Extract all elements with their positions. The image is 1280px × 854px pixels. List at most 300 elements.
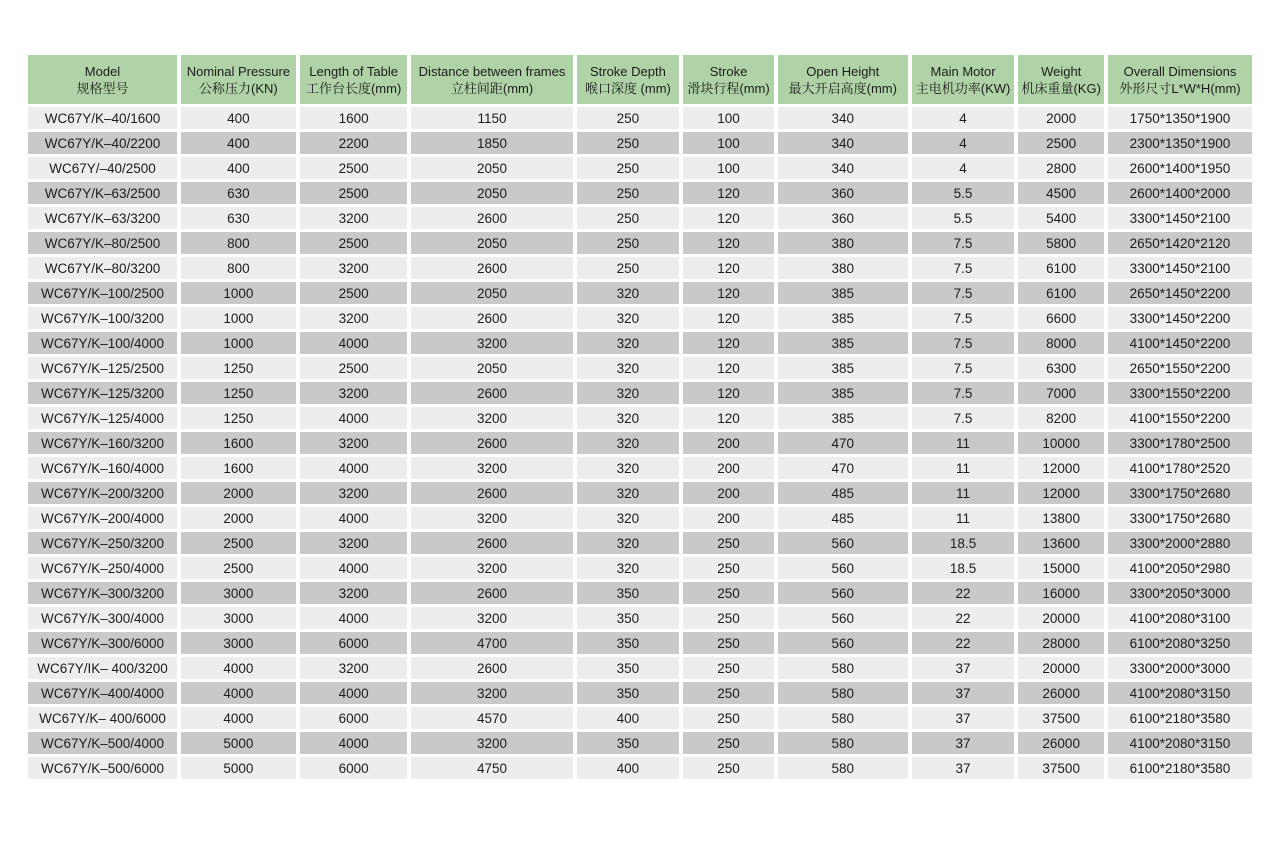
value-cell: 4 <box>912 107 1015 129</box>
value-cell: 1600 <box>300 107 408 129</box>
value-cell: 800 <box>181 257 296 279</box>
value-cell: 400 <box>577 707 680 729</box>
model-cell: WC67Y/K–40/1600 <box>28 107 177 129</box>
table-row <box>28 282 1252 304</box>
table-row <box>28 457 1252 479</box>
table-row <box>28 132 1252 154</box>
value-cell: 120 <box>683 332 774 354</box>
value-cell: 320 <box>577 482 680 504</box>
value-cell: 4000 <box>300 607 408 629</box>
value-cell: 250 <box>683 582 774 604</box>
value-cell: 2050 <box>411 357 572 379</box>
value-cell: 580 <box>778 707 908 729</box>
value-cell: 3200 <box>411 607 572 629</box>
value-cell: 120 <box>683 282 774 304</box>
value-cell: 250 <box>683 532 774 554</box>
model-cell: WC67Y/K–400/4000 <box>28 682 177 704</box>
value-cell: 385 <box>778 382 908 404</box>
value-cell: 400 <box>181 157 296 179</box>
value-cell: 11 <box>912 432 1015 454</box>
value-cell: 400 <box>181 132 296 154</box>
value-cell: 250 <box>683 757 774 779</box>
value-cell: 250 <box>577 232 680 254</box>
table-row <box>28 557 1252 579</box>
column-header-zh: 机床重量(KG) <box>1021 80 1101 96</box>
value-cell: 2600 <box>411 532 572 554</box>
value-cell: 2600 <box>411 382 572 404</box>
value-cell: 1000 <box>181 282 296 304</box>
value-cell: 10000 <box>1018 432 1104 454</box>
model-cell: WC67Y/K–125/2500 <box>28 357 177 379</box>
value-cell: 3200 <box>411 332 572 354</box>
value-cell: 7.5 <box>912 282 1015 304</box>
value-cell: 200 <box>683 482 774 504</box>
value-cell: 250 <box>577 207 680 229</box>
model-cell: WC67Y/IK– 400/3200 <box>28 657 177 679</box>
value-cell: 320 <box>577 557 680 579</box>
value-cell: 250 <box>683 732 774 754</box>
value-cell: 350 <box>577 657 680 679</box>
column-header-zh: 工作台长度(mm) <box>305 80 402 96</box>
value-cell: 470 <box>778 432 908 454</box>
value-cell: 6100*2080*3250 <box>1108 632 1252 654</box>
value-cell: 1600 <box>181 457 296 479</box>
value-cell: 3200 <box>300 482 408 504</box>
value-cell: 4000 <box>300 557 408 579</box>
value-cell: 3300*1450*2100 <box>1108 257 1252 279</box>
table-row <box>28 757 1252 779</box>
value-cell: 400 <box>577 757 680 779</box>
value-cell: 6000 <box>300 757 408 779</box>
column-header-1 <box>181 55 296 104</box>
value-cell: 2500 <box>181 532 296 554</box>
value-cell: 250 <box>683 632 774 654</box>
value-cell: 250 <box>577 107 680 129</box>
value-cell: 3200 <box>300 582 408 604</box>
value-cell: 1250 <box>181 382 296 404</box>
table-row <box>28 407 1252 429</box>
value-cell: 2600 <box>411 257 572 279</box>
column-header-zh: 规格型号 <box>76 80 129 96</box>
value-cell: 3200 <box>300 657 408 679</box>
column-header-en: Overall Dimensions <box>1123 63 1237 79</box>
value-cell: 100 <box>683 107 774 129</box>
value-cell: 3300*2050*3000 <box>1108 582 1252 604</box>
table-row <box>28 582 1252 604</box>
table-row <box>28 207 1252 229</box>
value-cell: 250 <box>577 257 680 279</box>
column-header-2 <box>300 55 408 104</box>
value-cell: 22 <box>912 607 1015 629</box>
column-header-en: Open Height <box>806 63 880 79</box>
value-cell: 1850 <box>411 132 572 154</box>
table-row <box>28 332 1252 354</box>
value-cell: 350 <box>577 732 680 754</box>
value-cell: 2500 <box>300 157 408 179</box>
column-header-zh: 立柱间距(mm) <box>450 80 534 96</box>
value-cell: 250 <box>577 132 680 154</box>
table-row <box>28 357 1252 379</box>
value-cell: 2500 <box>300 182 408 204</box>
value-cell: 2600*1400*2000 <box>1108 182 1252 204</box>
model-cell: WC67Y/K–100/3200 <box>28 307 177 329</box>
value-cell: 5800 <box>1018 232 1104 254</box>
value-cell: 5.5 <box>912 207 1015 229</box>
value-cell: 20000 <box>1018 607 1104 629</box>
value-cell: 7.5 <box>912 232 1015 254</box>
value-cell: 6100*2180*3580 <box>1108 757 1252 779</box>
model-cell: WC67Y/K–80/2500 <box>28 232 177 254</box>
value-cell: 360 <box>778 182 908 204</box>
value-cell: 3200 <box>300 307 408 329</box>
value-cell: 4000 <box>181 682 296 704</box>
value-cell: 2600 <box>411 307 572 329</box>
model-cell: WC67Y/K–40/2200 <box>28 132 177 154</box>
value-cell: 7.5 <box>912 357 1015 379</box>
column-header-4 <box>577 55 680 104</box>
value-cell: 4750 <box>411 757 572 779</box>
value-cell: 4000 <box>181 657 296 679</box>
value-cell: 16000 <box>1018 582 1104 604</box>
value-cell: 2050 <box>411 282 572 304</box>
value-cell: 100 <box>683 132 774 154</box>
value-cell: 580 <box>778 657 908 679</box>
value-cell: 2600 <box>411 582 572 604</box>
value-cell: 2600*1400*1950 <box>1108 157 1252 179</box>
value-cell: 3000 <box>181 632 296 654</box>
value-cell: 2650*1420*2120 <box>1108 232 1252 254</box>
value-cell: 3200 <box>411 507 572 529</box>
value-cell: 2600 <box>411 657 572 679</box>
value-cell: 2600 <box>411 207 572 229</box>
table-row <box>28 182 1252 204</box>
value-cell: 6600 <box>1018 307 1104 329</box>
value-cell: 22 <box>912 582 1015 604</box>
value-cell: 11 <box>912 482 1015 504</box>
value-cell: 250 <box>683 707 774 729</box>
value-cell: 37 <box>912 732 1015 754</box>
value-cell: 1600 <box>181 432 296 454</box>
value-cell: 2050 <box>411 232 572 254</box>
model-cell: WC67Y/K–300/3200 <box>28 582 177 604</box>
column-header-en: Distance between frames <box>418 63 566 79</box>
table-row <box>28 682 1252 704</box>
table-row <box>28 432 1252 454</box>
value-cell: 18.5 <box>912 532 1015 554</box>
value-cell: 350 <box>577 682 680 704</box>
value-cell: 37500 <box>1018 707 1104 729</box>
value-cell: 120 <box>683 357 774 379</box>
value-cell: 4570 <box>411 707 572 729</box>
value-cell: 380 <box>778 232 908 254</box>
value-cell: 37 <box>912 657 1015 679</box>
value-cell: 560 <box>778 557 908 579</box>
value-cell: 2600 <box>411 482 572 504</box>
value-cell: 26000 <box>1018 732 1104 754</box>
value-cell: 385 <box>778 332 908 354</box>
value-cell: 120 <box>683 182 774 204</box>
model-cell: WC67Y/K–250/4000 <box>28 557 177 579</box>
value-cell: 250 <box>683 682 774 704</box>
value-cell: 1000 <box>181 332 296 354</box>
value-cell: 2800 <box>1018 157 1104 179</box>
model-cell: WC67Y/K– 400/6000 <box>28 707 177 729</box>
value-cell: 320 <box>577 507 680 529</box>
column-header-en: Stroke <box>709 63 748 79</box>
table-body <box>28 107 1252 779</box>
value-cell: 37 <box>912 757 1015 779</box>
table-row <box>28 382 1252 404</box>
value-cell: 7.5 <box>912 332 1015 354</box>
value-cell: 250 <box>683 557 774 579</box>
value-cell: 4700 <box>411 632 572 654</box>
value-cell: 3300*2000*3000 <box>1108 657 1252 679</box>
value-cell: 3300*1550*2200 <box>1108 382 1252 404</box>
value-cell: 8200 <box>1018 407 1104 429</box>
header-row <box>28 55 1252 104</box>
model-cell: WC67Y/K–250/3200 <box>28 532 177 554</box>
value-cell: 560 <box>778 532 908 554</box>
column-header-en: Weight <box>1041 63 1082 79</box>
value-cell: 6300 <box>1018 357 1104 379</box>
model-cell: WC67Y/K–500/6000 <box>28 757 177 779</box>
value-cell: 350 <box>577 607 680 629</box>
model-cell: WC67Y/K–160/3200 <box>28 432 177 454</box>
value-cell: 5400 <box>1018 207 1104 229</box>
value-cell: 485 <box>778 482 908 504</box>
model-cell: WC67Y/K–63/3200 <box>28 207 177 229</box>
value-cell: 2000 <box>181 482 296 504</box>
value-cell: 4100*2080*3150 <box>1108 682 1252 704</box>
value-cell: 3300*1450*2100 <box>1108 207 1252 229</box>
value-cell: 8000 <box>1018 332 1104 354</box>
value-cell: 3300*1450*2200 <box>1108 307 1252 329</box>
value-cell: 28000 <box>1018 632 1104 654</box>
value-cell: 560 <box>778 582 908 604</box>
value-cell: 3200 <box>411 682 572 704</box>
value-cell: 5000 <box>181 732 296 754</box>
column-header-en: Stroke Depth <box>589 63 666 79</box>
value-cell: 2050 <box>411 157 572 179</box>
value-cell: 560 <box>778 607 908 629</box>
value-cell: 3200 <box>411 457 572 479</box>
value-cell: 120 <box>683 207 774 229</box>
value-cell: 385 <box>778 407 908 429</box>
value-cell: 4000 <box>181 707 296 729</box>
value-cell: 2650*1450*2200 <box>1108 282 1252 304</box>
column-header-5 <box>683 55 774 104</box>
value-cell: 2200 <box>300 132 408 154</box>
column-header-9 <box>1108 55 1252 104</box>
value-cell: 3300*1750*2680 <box>1108 482 1252 504</box>
value-cell: 360 <box>778 207 908 229</box>
column-header-0 <box>28 55 177 104</box>
value-cell: 320 <box>577 457 680 479</box>
value-cell: 630 <box>181 207 296 229</box>
value-cell: 4000 <box>300 732 408 754</box>
column-header-7 <box>912 55 1015 104</box>
machine-spec-table <box>24 52 1256 782</box>
column-header-3 <box>411 55 572 104</box>
value-cell: 15000 <box>1018 557 1104 579</box>
column-header-en: Nominal Pressure <box>186 63 291 79</box>
table-row <box>28 532 1252 554</box>
value-cell: 1250 <box>181 407 296 429</box>
value-cell: 385 <box>778 282 908 304</box>
value-cell: 580 <box>778 757 908 779</box>
value-cell: 2300*1350*1900 <box>1108 132 1252 154</box>
value-cell: 320 <box>577 307 680 329</box>
value-cell: 3200 <box>300 432 408 454</box>
value-cell: 120 <box>683 232 774 254</box>
table-row <box>28 232 1252 254</box>
value-cell: 250 <box>683 607 774 629</box>
value-cell: 320 <box>577 282 680 304</box>
value-cell: 26000 <box>1018 682 1104 704</box>
value-cell: 250 <box>577 157 680 179</box>
value-cell: 4000 <box>300 457 408 479</box>
model-cell: WC67Y/K–125/4000 <box>28 407 177 429</box>
table-row <box>28 482 1252 504</box>
value-cell: 11 <box>912 507 1015 529</box>
value-cell: 3200 <box>300 257 408 279</box>
value-cell: 320 <box>577 382 680 404</box>
column-header-en: Model <box>84 63 121 79</box>
value-cell: 250 <box>683 657 774 679</box>
value-cell: 2650*1550*2200 <box>1108 357 1252 379</box>
value-cell: 6000 <box>300 707 408 729</box>
column-header-zh: 外形尺寸L*W*H(mm) <box>1119 80 1241 96</box>
value-cell: 7000 <box>1018 382 1104 404</box>
value-cell: 4100*2080*3150 <box>1108 732 1252 754</box>
value-cell: 3200 <box>300 382 408 404</box>
value-cell: 120 <box>683 307 774 329</box>
value-cell: 250 <box>577 182 680 204</box>
value-cell: 1250 <box>181 357 296 379</box>
value-cell: 560 <box>778 632 908 654</box>
column-header-zh: 喉口深度 (mm) <box>584 80 671 96</box>
value-cell: 2500 <box>300 282 408 304</box>
value-cell: 320 <box>577 532 680 554</box>
column-header-zh: 公称压力(KN) <box>199 80 278 96</box>
value-cell: 4000 <box>300 507 408 529</box>
value-cell: 2050 <box>411 182 572 204</box>
value-cell: 7.5 <box>912 382 1015 404</box>
table-row <box>28 657 1252 679</box>
model-cell: WC67Y/K–125/3200 <box>28 382 177 404</box>
value-cell: 3000 <box>181 607 296 629</box>
value-cell: 4100*1780*2520 <box>1108 457 1252 479</box>
model-cell: WC67Y/–40/2500 <box>28 157 177 179</box>
value-cell: 20000 <box>1018 657 1104 679</box>
value-cell: 37 <box>912 682 1015 704</box>
value-cell: 320 <box>577 357 680 379</box>
value-cell: 4100*2080*3100 <box>1108 607 1252 629</box>
value-cell: 22 <box>912 632 1015 654</box>
value-cell: 4100*1450*2200 <box>1108 332 1252 354</box>
model-cell: WC67Y/K–300/4000 <box>28 607 177 629</box>
value-cell: 3000 <box>181 582 296 604</box>
value-cell: 1750*1350*1900 <box>1108 107 1252 129</box>
table-row <box>28 632 1252 654</box>
value-cell: 380 <box>778 257 908 279</box>
value-cell: 385 <box>778 307 908 329</box>
value-cell: 320 <box>577 407 680 429</box>
value-cell: 340 <box>778 107 908 129</box>
value-cell: 3300*2000*2880 <box>1108 532 1252 554</box>
table-row <box>28 507 1252 529</box>
value-cell: 800 <box>181 232 296 254</box>
value-cell: 100 <box>683 157 774 179</box>
value-cell: 470 <box>778 457 908 479</box>
value-cell: 350 <box>577 582 680 604</box>
value-cell: 2500 <box>1018 132 1104 154</box>
value-cell: 3200 <box>300 207 408 229</box>
value-cell: 5.5 <box>912 182 1015 204</box>
model-cell: WC67Y/K–300/6000 <box>28 632 177 654</box>
value-cell: 320 <box>577 332 680 354</box>
value-cell: 2000 <box>1018 107 1104 129</box>
value-cell: 2500 <box>300 232 408 254</box>
model-cell: WC67Y/K–200/3200 <box>28 482 177 504</box>
value-cell: 4100*2050*2980 <box>1108 557 1252 579</box>
model-cell: WC67Y/K–100/4000 <box>28 332 177 354</box>
table-row <box>28 257 1252 279</box>
value-cell: 2500 <box>181 557 296 579</box>
value-cell: 12000 <box>1018 457 1104 479</box>
value-cell: 4000 <box>300 682 408 704</box>
model-cell: WC67Y/K–63/2500 <box>28 182 177 204</box>
value-cell: 7.5 <box>912 257 1015 279</box>
value-cell: 2600 <box>411 432 572 454</box>
value-cell: 120 <box>683 407 774 429</box>
value-cell: 3200 <box>411 407 572 429</box>
value-cell: 320 <box>577 432 680 454</box>
value-cell: 385 <box>778 357 908 379</box>
value-cell: 120 <box>683 257 774 279</box>
value-cell: 5000 <box>181 757 296 779</box>
value-cell: 6100 <box>1018 257 1104 279</box>
column-header-zh: 主电机功率(KW) <box>915 80 1011 96</box>
value-cell: 580 <box>778 682 908 704</box>
value-cell: 3200 <box>300 532 408 554</box>
value-cell: 4000 <box>300 407 408 429</box>
value-cell: 37 <box>912 707 1015 729</box>
value-cell: 200 <box>683 507 774 529</box>
value-cell: 200 <box>683 432 774 454</box>
value-cell: 580 <box>778 732 908 754</box>
model-cell: WC67Y/K–80/3200 <box>28 257 177 279</box>
value-cell: 6100 <box>1018 282 1104 304</box>
value-cell: 18.5 <box>912 557 1015 579</box>
value-cell: 7.5 <box>912 407 1015 429</box>
value-cell: 4000 <box>300 332 408 354</box>
value-cell: 120 <box>683 382 774 404</box>
value-cell: 4 <box>912 157 1015 179</box>
column-header-en: Length of Table <box>309 63 398 79</box>
column-header-8 <box>1018 55 1104 104</box>
table-row <box>28 607 1252 629</box>
table-row <box>28 307 1252 329</box>
value-cell: 3200 <box>411 557 572 579</box>
table-row <box>28 107 1252 129</box>
column-header-en: Main Motor <box>930 63 996 79</box>
value-cell: 350 <box>577 632 680 654</box>
value-cell: 630 <box>181 182 296 204</box>
model-cell: WC67Y/K–100/2500 <box>28 282 177 304</box>
model-cell: WC67Y/K–200/4000 <box>28 507 177 529</box>
value-cell: 200 <box>683 457 774 479</box>
